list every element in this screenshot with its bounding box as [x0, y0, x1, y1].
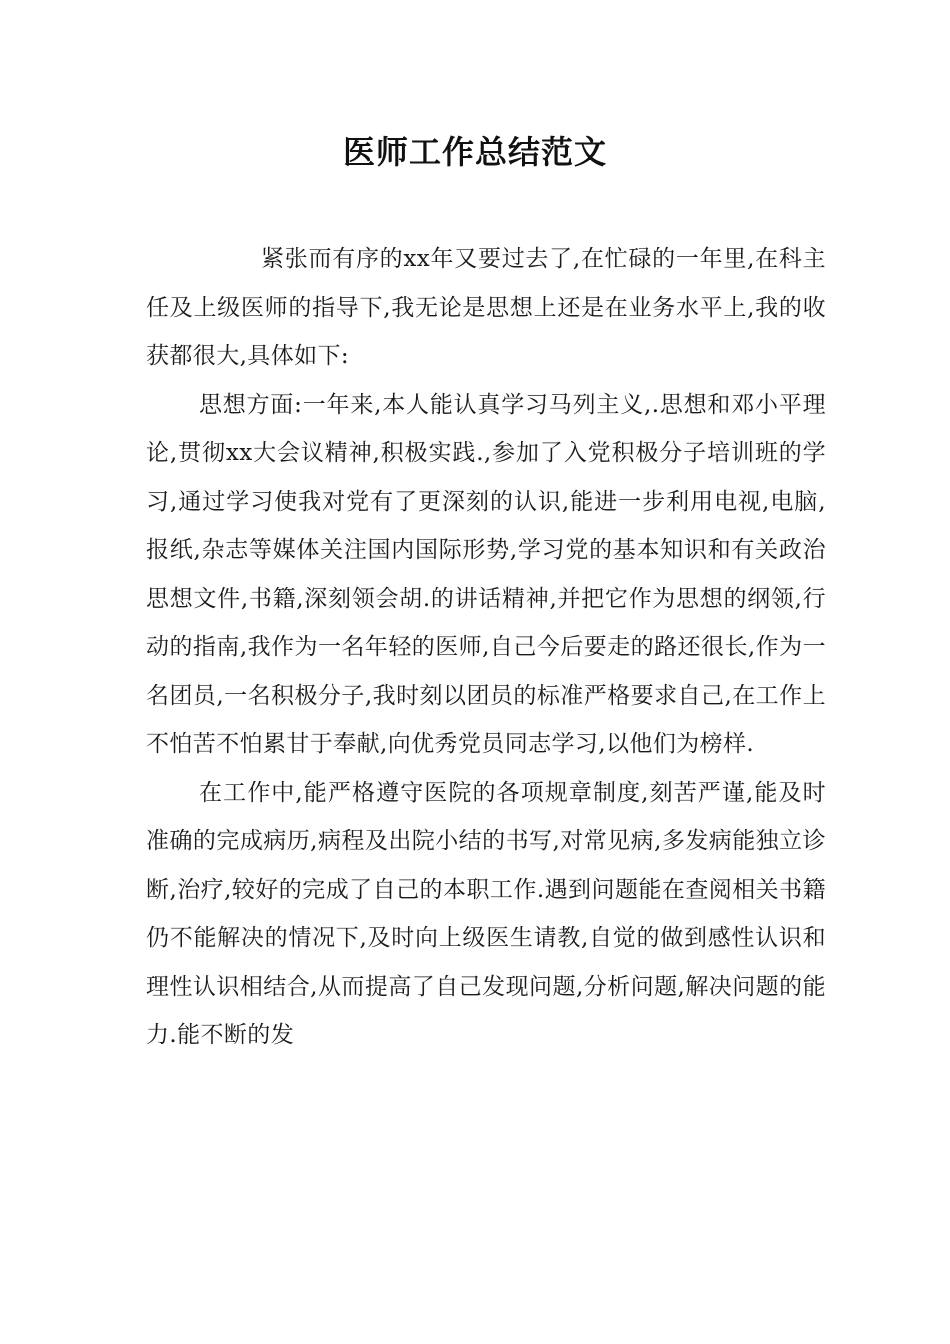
paragraph-intro: 紧张而有序的xx年又要过去了,在忙碌的一年里,在科主任及上级医师的指导下,我无论是思想上还是在业务水平上,我的收获都很大,具体如下:: [146, 246, 826, 369]
paragraph-ideology: 思想方面:一年来,本人能认真学习马列主义,.思想和邓小平理论,贯彻xx大会议精神,积极实践.,参加了入党积极分子培训班的学习,通过学习使我对党有了更深刻的认识,能进一步利用电视,电脑,报纸,杂志等媒体关注国内国际形势,学习党的基本知识和有关政治思想文件,书籍,深刻领会胡.的讲话精神,并把它作为思想的纲领,行动的指南,我作为一名年轻的医师,自己今后要走的路还很长,作为一名团员,一名积极分子,我时刻以团员的标准严格要求自己,在工作上不怕苦不怕累甘于奉献,向优秀党员同志学习,以他们为榜样.: [146, 391, 826, 757]
document-title: 医师工作总结范文: [342, 133, 607, 171]
document-body: [146, 235, 826, 1060]
paragraph-work: 在工作中,能严格遵守医院的各项规章制度,刻苦严谨,能及时准确的完成病历,病程及出院小结的书写,对常见病,多发病能独立诊断,治疗,较好的完成了自己的本职工作.遇到问题能在查阅相关书籍仍不能解决的情况下,及时向上级医生请教,自觉的做到感性认识和理性认识相结合,从而提高了自己发现问题,分析问题,解决问题的能力.能不断的发: [146, 779, 826, 1048]
